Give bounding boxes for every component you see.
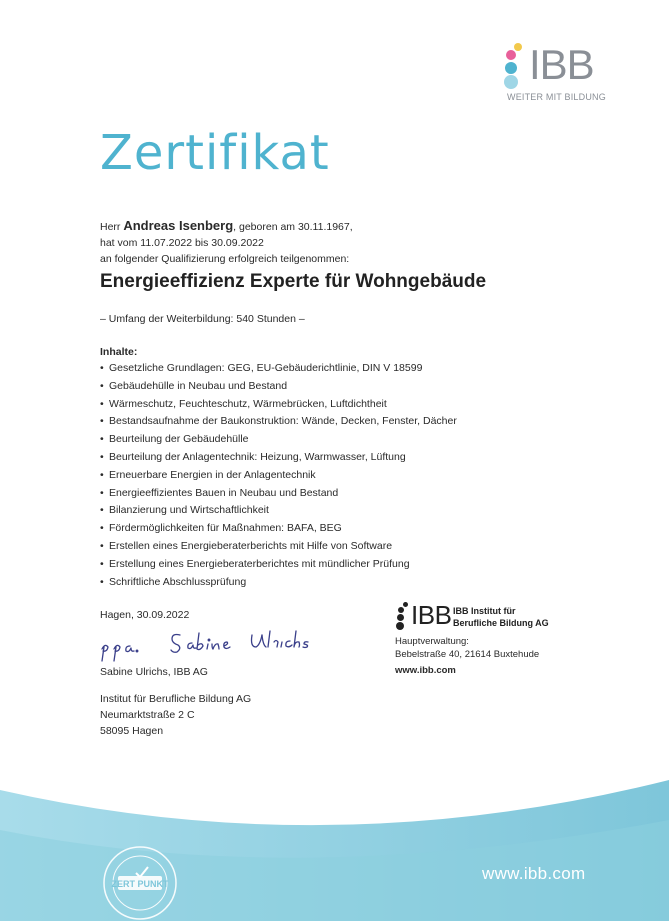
certificate-title: Zertifikat — [100, 125, 330, 181]
logo-tagline: WEITER MIT BILDUNG — [507, 92, 606, 102]
list-item — [100, 467, 457, 485]
list-item-text: Erneuerbare Energien in der Anlagentechnik — [109, 468, 316, 481]
bullet-icon: • — [100, 362, 104, 374]
list-item — [100, 556, 457, 574]
list-item — [100, 431, 457, 449]
bullet-icon: • — [100, 522, 104, 535]
list-item-text: Fördermöglichkeiten für Maßnahmen: BAFA, BEG — [109, 522, 342, 535]
bullet-icon: • — [100, 397, 104, 410]
course-period: hat vom 11.07.2022 bis 30.09.2022 — [100, 237, 264, 249]
bullet-icon: • — [100, 539, 104, 552]
institute-name-line: Berufliche Bildung AG — [453, 618, 549, 628]
list-item-text: Bilanzierung und Wirtschaftlichkeit — [109, 504, 269, 517]
list-item-text: Beurteilung der Gebäudehülle — [109, 433, 249, 446]
list-item — [100, 396, 457, 414]
list-item-text: Erstellen eines Energieberaterberichts mit Hilfe von Software — [109, 539, 393, 552]
list-item — [100, 360, 457, 378]
list-item — [100, 378, 457, 396]
logo-dot-icon — [514, 43, 522, 51]
list-item — [100, 520, 457, 538]
address-line: Institut für Berufliche Bildung AG — [100, 693, 252, 705]
hq-label: Hauptverwaltung: — [395, 636, 469, 647]
bullet-icon: • — [100, 415, 104, 428]
list-item — [100, 538, 457, 556]
logo-dot-icon — [505, 62, 517, 74]
address-line: Neumarktstraße 2 C — [100, 709, 195, 721]
logo-dot-icon — [397, 614, 404, 621]
contents-heading: Inhalte: — [100, 346, 138, 358]
bullet-icon: • — [100, 575, 104, 588]
website-link[interactable]: www.ibb.com — [395, 665, 456, 676]
list-item — [100, 485, 457, 503]
recipient-name: Andreas Isenberg — [123, 218, 234, 233]
place-date: Hagen, 30.09.2022 — [100, 609, 190, 621]
list-item — [100, 502, 457, 520]
list-item-text: Bestandsaufnahme der Baukonstruktion: Wände, Decken, Fenster, Dächer — [109, 415, 457, 428]
recipient-intro — [100, 218, 353, 267]
course-title: Energieeffizienz Experte für Wohngebäude — [100, 271, 487, 292]
logo-dot-icon — [396, 622, 404, 630]
logo-wordmark: IBB — [411, 600, 452, 630]
hq-address: Bebelstraße 40, 21614 Buxtehude — [395, 649, 540, 660]
bullet-icon: • — [100, 468, 104, 481]
list-item — [100, 574, 457, 592]
certification-seal — [100, 843, 180, 921]
logo-dot-icon — [504, 75, 518, 89]
bullet-icon: • — [100, 486, 104, 499]
ibb-logo — [503, 38, 606, 108]
list-item-text: Gebäudehülle in Neubau und Bestand — [109, 379, 288, 392]
list-item-text: Energieeffizientes Bauen in Neubau und Bestand — [109, 486, 339, 499]
logo-dot-icon — [398, 607, 404, 613]
svg-text:ZERT PUNKT: ZERT PUNKT — [111, 879, 169, 889]
handwritten-signature — [100, 627, 340, 667]
course-scope: – Umfang der Weiterbildung: 540 Stunden – — [100, 313, 305, 325]
logo-dot-icon — [506, 50, 516, 60]
list-item-text: Beurteilung der Anlagentechnik: Heizung, Warmwasser, Lüftung — [109, 450, 406, 463]
list-item-text: Wärmeschutz, Feuchteschutz, Wärmebrücken, Luftdichtheit — [109, 397, 387, 410]
list-item — [100, 449, 457, 467]
bullet-icon: • — [100, 557, 104, 570]
ibb-institute-logo — [395, 600, 595, 636]
contents-list — [100, 360, 457, 591]
birth-date: , geboren am 30.11.1967, — [233, 221, 353, 233]
list-item — [100, 413, 457, 431]
logo-wordmark: IBB — [529, 41, 594, 88]
bullet-icon: • — [100, 433, 104, 446]
list-item-text: Schriftliche Abschlussprüfung — [109, 575, 247, 588]
institute-name-line: IBB Institut für — [453, 606, 516, 616]
bullet-icon: • — [100, 379, 104, 392]
signer-name: Sabine Ulrichs, IBB AG — [100, 666, 208, 678]
address-line: 58095 Hagen — [100, 725, 164, 737]
list-item-text: Erstellung eines Energieberaterberichtes mit mündlicher Prüfung — [109, 557, 410, 570]
bullet-icon: • — [100, 450, 104, 463]
logo-dot-icon — [403, 602, 408, 607]
headquarters-block — [395, 635, 539, 677]
institute-name — [453, 605, 549, 629]
list-item-text: Gesetzliche Grundlagen: GEG, EU-Gebäuderichtlinie, DIN V 18599 — [109, 362, 423, 374]
institute-address — [100, 691, 251, 739]
participation-text: an folgender Qualifizierung erfolgreich teilgenommen: — [100, 253, 350, 265]
bullet-icon: • — [100, 504, 104, 517]
recipient-line — [100, 218, 353, 235]
salutation: Herr — [100, 221, 121, 233]
footer-website-link[interactable]: www.ibb.com — [482, 864, 586, 883]
